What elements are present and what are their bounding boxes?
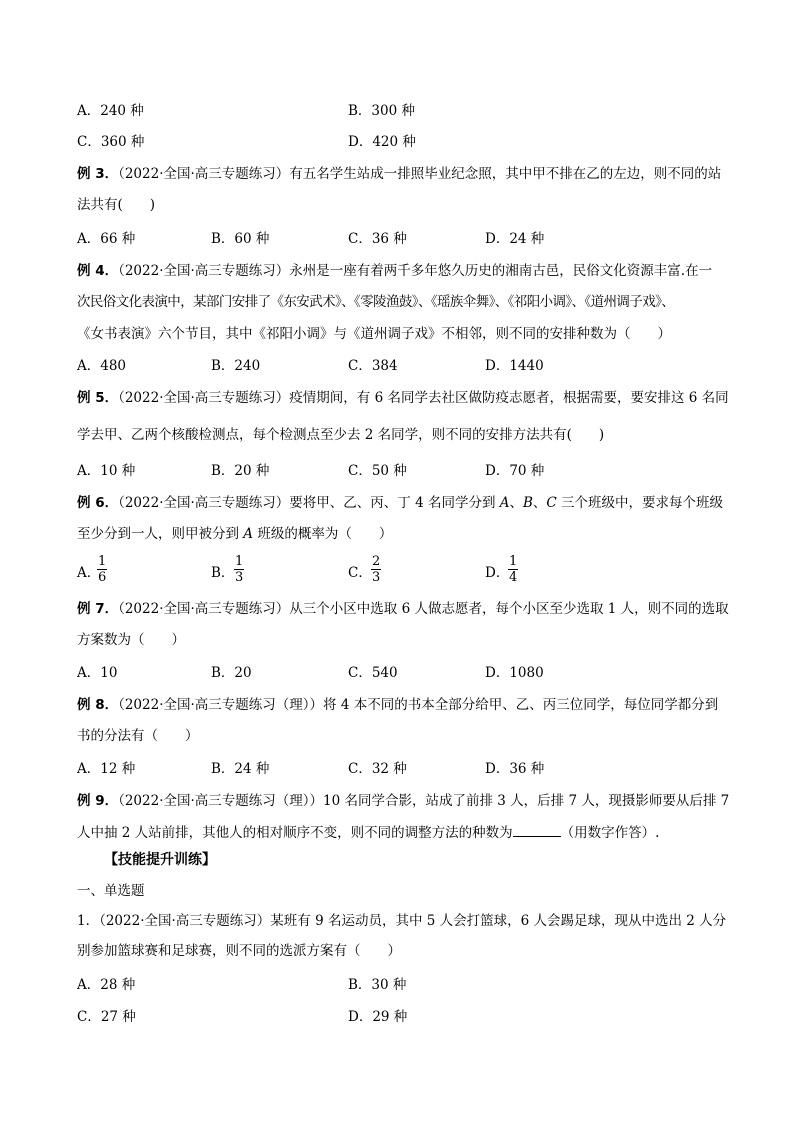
ex4-option-d: D．1440: [485, 358, 544, 374]
prev-option-d: D．420 种: [348, 134, 416, 150]
ex6-line1: 例 6．（2022·全国·高三专题练习）要将甲、乙、丙、丁 4 名同学分到 A、B、C 三个班级中，要求每个班级: [77, 495, 724, 511]
ex6-option-c-fraction: $\frac{2}{3}$: [372, 554, 381, 585]
ex9-line2: 人中抽 2 人站前排，其他人的相对顺序不变，则不同的调整方法的种数为 （用数字作答）.: [77, 822, 659, 843]
ex4-line1: 例 4．（2022·全国·高三专题练习）永州是一座有着两千多年悠久历史的湘南古邑，民俗文化资源丰富.在一: [77, 263, 713, 279]
q1-option-b: B．30 种: [348, 977, 407, 993]
ex4-option-c: C．384: [348, 358, 398, 374]
ex5-option-b: B．20 种: [211, 463, 270, 479]
ex3-option-d: D．24 种: [485, 231, 545, 247]
ex4-line3: 《女书表演》六个节目，其中《祁阳小调》与《道州调子戏》不相邻，则不同的安排种数为（ ）: [77, 326, 671, 342]
ex8-option-b: B．24 种: [211, 761, 270, 777]
ex3-line1: 例 3．（2022·全国·高三专题练习）有五名学生站成一排照毕业纪念照，其中甲不排在乙的左边，则不同的站: [77, 166, 722, 182]
ex7-option-a: A．10: [77, 665, 118, 681]
ex8-line2: 书的分法有（ ）: [77, 728, 199, 744]
ex9-label: 例 9．: [77, 793, 119, 809]
ex7-option-d: D．1080: [485, 665, 544, 681]
ex6-option-c-prefix: C．: [348, 565, 372, 581]
class-a: A: [499, 495, 510, 511]
q1-option-c: C．27 种: [77, 1009, 136, 1025]
prev-option-c: C．360 种: [77, 134, 145, 150]
ex5-line2: 学去甲、乙两个核酸检测点，每个检测点至少去 2 名同学，则不同的安排方法共有( ): [77, 427, 605, 443]
ex3-option-a: A．66 种: [77, 231, 136, 247]
ex8-line1: 例 8．（2022·全国·高三专题练习（理））将 4 本不同的书本全部分给甲、乙、丙三位同学，每位同学都分到: [77, 697, 719, 713]
ex8-label: 例 8．: [77, 697, 119, 713]
ex8-option-a: A．12 种: [77, 761, 136, 777]
ex7-label: 例 7．: [77, 601, 119, 617]
ex3-option-c: C．36 种: [348, 231, 407, 247]
ex8-option-d: D．36 种: [485, 761, 545, 777]
ex3-label: 例 3．: [77, 166, 119, 182]
q1-line1: 1．（2022·全国·高三专题练习）某班有 9 名运动员，其中 5 人会打篮球，6 人会踢足球，现从中选出 2 人分: [77, 913, 727, 929]
ex6-line2: 至少分到一人，则甲被分到 A 班级的概率为（ ）: [77, 526, 393, 542]
answer-blank[interactable]: [513, 822, 561, 837]
q1-option-a: A．28 种: [77, 977, 136, 993]
ex5-option-a: A．10 种: [77, 463, 136, 479]
subsection-title: 一、单选题: [77, 883, 145, 899]
ex6-option-d-fraction: $\frac{1}{4}$: [509, 554, 518, 585]
ex4-label: 例 4．: [77, 263, 119, 279]
prev-option-a: A．240 种: [77, 103, 144, 119]
ex7-line2: 方案数为（ ）: [77, 632, 185, 648]
ex5-label: 例 5．: [77, 390, 119, 406]
ex5-line1: 例 5．（2022·全国·高三专题练习）疫情期间，有 6 名同学去社区做防疫志愿者，根据需要，要安排这 6 名同: [77, 390, 729, 406]
ex6-option-d-prefix: D．: [485, 565, 510, 581]
q1-option-d: D．29 种: [348, 1009, 408, 1025]
ex6-option-a-prefix: A．: [77, 565, 101, 581]
ex3-option-b: B．60 种: [211, 231, 270, 247]
class-b: B: [523, 495, 533, 511]
ex6-option-b-fraction: $\frac{1}{3}$: [235, 554, 244, 585]
ex4-option-b: B．240: [211, 358, 261, 374]
ex5-option-c: C．50 种: [348, 463, 407, 479]
ex4-option-a: A．480: [77, 358, 127, 374]
ex9-line1: 例 9．（2022·全国·高三专题练习（理））10 名同学合影，站成了前排 3 人，后排 7 人，现摄影师要从后排 7: [77, 793, 730, 809]
ex6-option-b-prefix: B．: [211, 565, 235, 581]
prev-option-b: B．300 种: [348, 103, 415, 119]
ex7-option-c: C．540: [348, 665, 398, 681]
ex5-option-d: D．70 种: [485, 463, 545, 479]
ex6-label: 例 6．: [77, 495, 119, 511]
ex7-option-b: B．20: [211, 665, 252, 681]
ex8-option-c: C．32 种: [348, 761, 407, 777]
ex6-option-a-fraction: $\frac{1}{6}$: [98, 554, 107, 585]
class-c: C: [546, 495, 557, 511]
q1-line2: 别参加篮球赛和足球赛，则不同的选派方案有（ ）: [77, 943, 401, 959]
ex4-line2: 次民俗文化表演中，某部门安排了《东安武术》、《零陵渔鼓》、《瑶族伞舞》、《祁阳小调》、《道州调子戏》、: [77, 294, 675, 310]
section-heading: 【技能提升训练】: [104, 852, 216, 868]
ex7-line1: 例 7．（2022·全国·高三专题练习）从三个小区中选取 6 人做志愿者，每个小区至少选取 1 人，则不同的选取: [77, 601, 729, 617]
class-a-2: A: [243, 526, 254, 542]
ex3-line2: 法共有( ): [77, 197, 156, 213]
